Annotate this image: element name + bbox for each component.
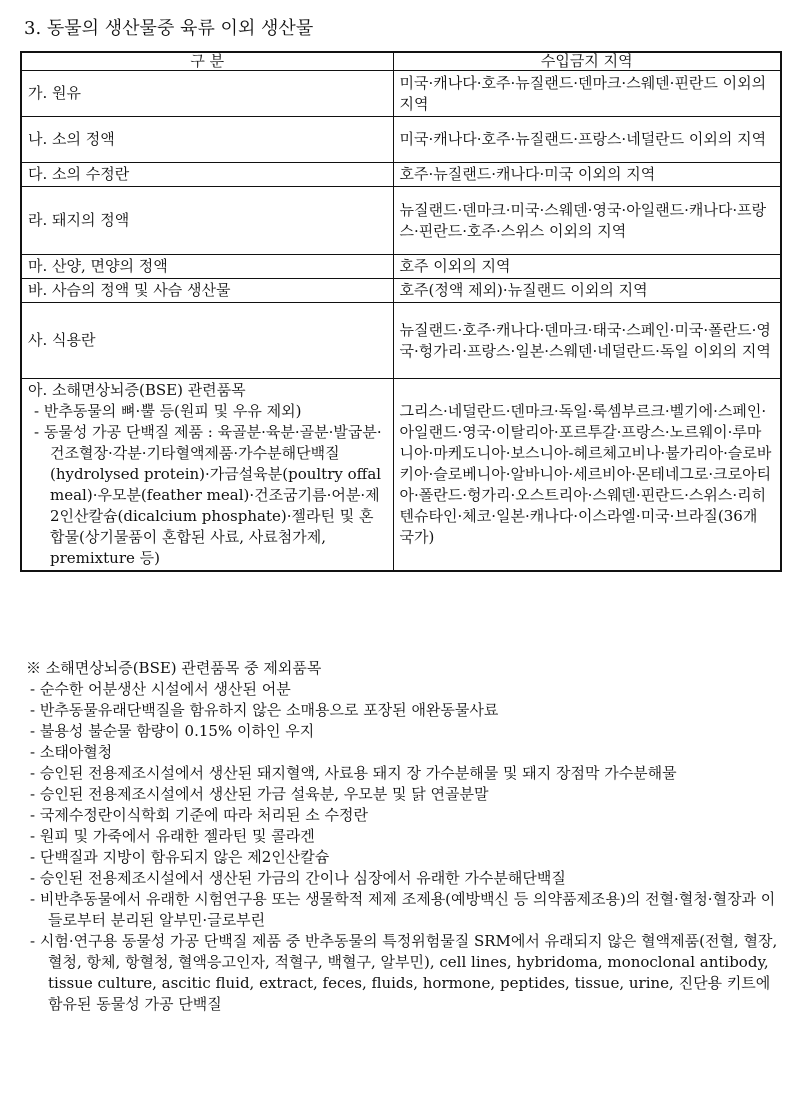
note-item: - 원피 및 가죽에서 유래한 젤라틴 및 콜라겐 [30, 827, 315, 845]
header-region: 수입금지 지역 [393, 52, 781, 71]
row-category: 나. 소의 정액 [21, 117, 393, 163]
table-row [21, 117, 781, 163]
note-item: - 시험·연구용 동물성 가공 단백질 제품 중 반추동물의 특정위험물질 SRM에서 유래되지 않은 혈액제품(전혈, 혈장, 혈청, 항체, 항혈청, 혈액응고인자, 적혈구, 백혈구, 알부민), cell lines, hybridoma, monoclonal antibody, tissue culture, ascitic fluid, extract, feces, fluids, hormone, peptides, tissue, urine, 진단용 키트에 함유된 동물성 가공 단백질 [30, 932, 778, 1013]
row-category: 바. 사슴의 정액 및 사슴 생산물 [21, 279, 393, 303]
note-item: - 순수한 어분생산 시설에서 생산된 어분 [30, 680, 291, 698]
note-item: - 승인된 전용제조시설에서 생산된 가금의 간이나 심장에서 유래한 가수분해단백질 [30, 869, 566, 887]
bse-category-cell [21, 379, 393, 572]
note-item: - 비반추동물에서 유래한 시험연구용 또는 생물학적 제제 조제용(예방백신 등 의약품제조용)의 전혈·혈청·혈장과 이들로부터 분리된 알부민·글로부린 [30, 890, 776, 929]
table-header-row [21, 52, 781, 71]
row-region: 호주(정액 제외)·뉴질랜드 이외의 지역 [393, 279, 781, 303]
bse-region: 그리스·네덜란드·덴마크·독일·룩셈부르크·벨기에·스페인·아일랜드·영국·이탈리아·포르투갈·프랑스·노르웨이·루마니아·마케도니아·보스니아-헤르체고비나·불가리아·슬로바키아·슬로베니아·알바니아·세르비아·몬테네그로·크로아티아·폴란드·헝가리·오스트리아·스웨덴·핀란드·스위스·리히텐슈타인·체코·일본·캐나다·이스라엘·미국·브라질(36개 국가) [393, 379, 781, 572]
note-item: - 단백질과 지방이 함유되지 않은 제2인산칼슘 [30, 848, 330, 866]
row-category: 라. 돼지의 정액 [21, 187, 393, 255]
table-row [21, 163, 781, 187]
table-row [21, 71, 781, 117]
row-region: 호주·뉴질랜드·캐나다·미국 이외의 지역 [393, 163, 781, 187]
header-category: 구 분 [21, 52, 393, 71]
exclusion-notes [22, 658, 782, 1015]
table-row-bse [21, 379, 781, 572]
note-item: - 국제수정란이식학회 기준에 따라 처리된 소 수정란 [30, 806, 368, 824]
section-title: 3. 동물의 생산물중 육류 이외 생산물 [24, 18, 314, 39]
row-region: 뉴질랜드·덴마크·미국·스웨덴·영국·아일랜드·캐나다·프랑스·핀란드·호주·스위스 이외의 지역 [393, 187, 781, 255]
table-row [21, 303, 781, 379]
note-item: - 반추동물유래단백질을 함유하지 않은 소매용으로 포장된 애완동물사료 [30, 701, 499, 719]
row-category: 가. 원유 [21, 71, 393, 117]
row-region: 미국·캐나다·호주·뉴질랜드·덴마크·스웨덴·핀란드 이외의 지역 [393, 71, 781, 117]
row-category: 다. 소의 수정란 [21, 163, 393, 187]
row-category: 사. 식용란 [21, 303, 393, 379]
table-row [21, 187, 781, 255]
note-item: - 소태아혈청 [30, 743, 113, 761]
bse-bullet: - 동물성 가공 단백질 제품 : 육골분·육분·골분·발굽분·건조혈장·각분·기타혈액제품·가수분해단백질(hydrolysed protein)·가금설육분(poultry offal meal)·우모분(feather meal)·건조굼기름·어분·제2인산칼슘(dicalcium phosphate)·젤라틴 및 혼합물(상기물품이 혼합된 사료, 사료첨가제, premixture 등) [34, 423, 382, 567]
notes-header: ※ 소해면상뇌증(BSE) 관련품목 중 제외품목 [26, 659, 322, 677]
table-row [21, 255, 781, 279]
row-region: 호주 이외의 지역 [393, 255, 781, 279]
note-item: - 승인된 전용제조시설에서 생산된 가금 설육분, 우모분 및 닭 연골분말 [30, 785, 489, 803]
note-item: - 승인된 전용제조시설에서 생산된 돼지혈액, 사료용 돼지 장 가수분해물 및 돼지 장점막 가수분해물 [30, 764, 677, 782]
bse-bullet: - 반추동물의 뼈·뿔 등(원피 및 우유 제외) [34, 402, 302, 420]
row-region: 뉴질랜드·호주·캐나다·덴마크·태국·스페인·미국·폴란드·영국·헝가리·프랑스·일본·스웨덴·네덜란드·독일 이외의 지역 [393, 303, 781, 379]
import-ban-table [20, 51, 782, 572]
bse-title: 아. 소해면상뇌증(BSE) 관련품목 [28, 381, 246, 399]
row-region: 미국·캐나다·호주·뉴질랜드·프랑스·네덜란드 이외의 지역 [393, 117, 781, 163]
note-item: - 불용성 불순물 함량이 0.15% 이하인 우지 [30, 722, 315, 740]
table-row [21, 279, 781, 303]
row-category: 마. 산양, 면양의 정액 [21, 255, 393, 279]
